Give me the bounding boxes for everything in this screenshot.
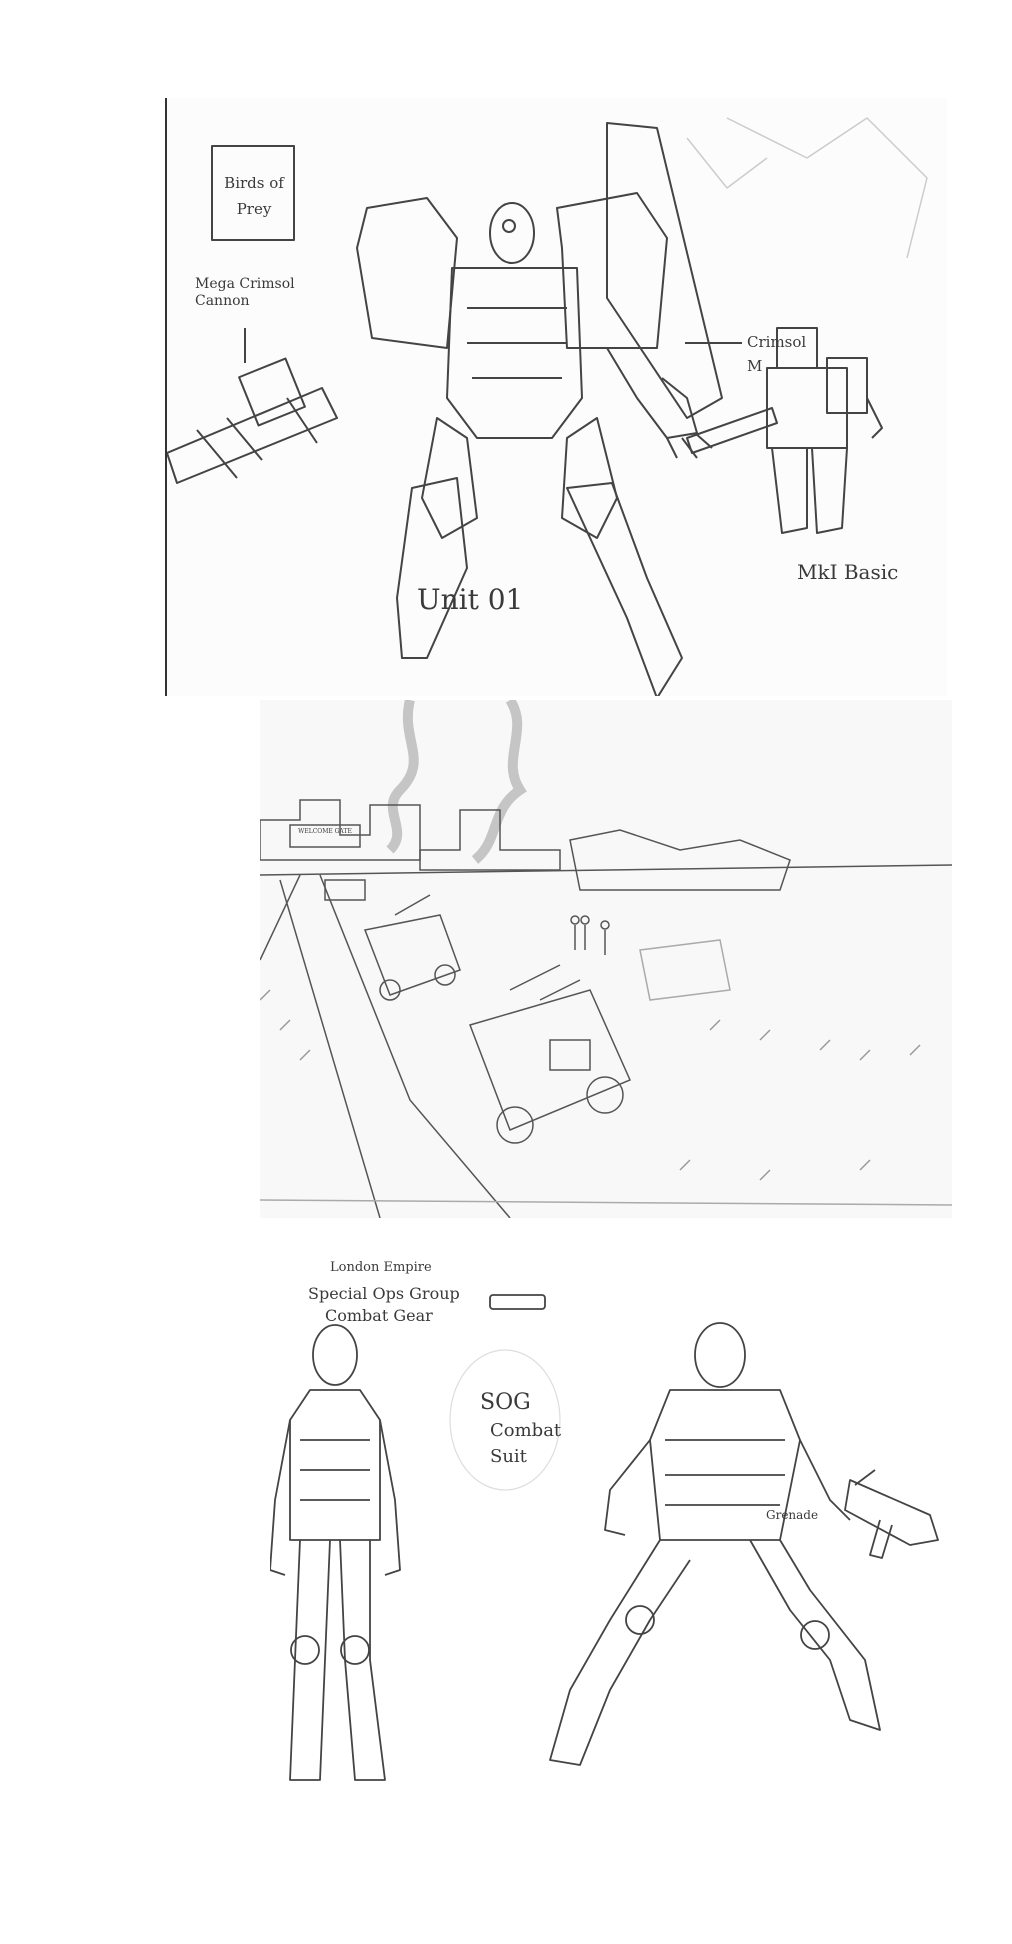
smoke-plume-left [390, 700, 414, 850]
sog-label: SOG [480, 1390, 531, 1415]
vehicle-back [325, 880, 365, 900]
rifle-drawing [845, 1470, 938, 1558]
combat-label: Combat [490, 1420, 562, 1441]
soldier-action-view [550, 1323, 880, 1765]
soldier-sketch-panel [270, 1240, 942, 1796]
special-ops-group-label: Special Ops Group [308, 1284, 460, 1303]
battlefield-scene-panel [260, 700, 952, 1218]
mecha-torso [447, 268, 582, 438]
unit-01-label: Unit 01 [417, 583, 524, 616]
wrecked-mechs [570, 830, 790, 890]
mecha-right-leg [567, 483, 682, 696]
london-empire-label: London Empire [330, 1260, 432, 1275]
mecha-right-shoulder [557, 193, 667, 348]
mecha-head [490, 203, 534, 263]
mega-cannon-label: Mega Crimsol Cannon [195, 276, 295, 309]
grenade-label: Grenade [766, 1508, 819, 1522]
soldier-front-view [270, 1325, 400, 1780]
suit-label: Suit [490, 1446, 527, 1467]
smoke-plume-right [475, 700, 520, 860]
vehicle-far [640, 940, 730, 1000]
mecha-left-shoulder [357, 198, 457, 348]
mk-basic-label: MkI Basic [797, 560, 899, 584]
vehicle-front [470, 965, 630, 1143]
vehicle-middle [365, 895, 460, 1000]
mecha-sketch-panel [165, 98, 947, 696]
battlefield-drawing [260, 700, 952, 1218]
birds-of-prey-label: Birds of Prey [224, 174, 284, 218]
welcome-gate-sign: WELCOME GATE [298, 828, 352, 835]
soldiers [575, 925, 605, 955]
combat-gear-label: Combat Gear [325, 1306, 433, 1325]
knife-item [490, 1295, 545, 1309]
mecha-left-leg [397, 478, 467, 658]
crimsol-label: Crimsol M [747, 333, 807, 375]
